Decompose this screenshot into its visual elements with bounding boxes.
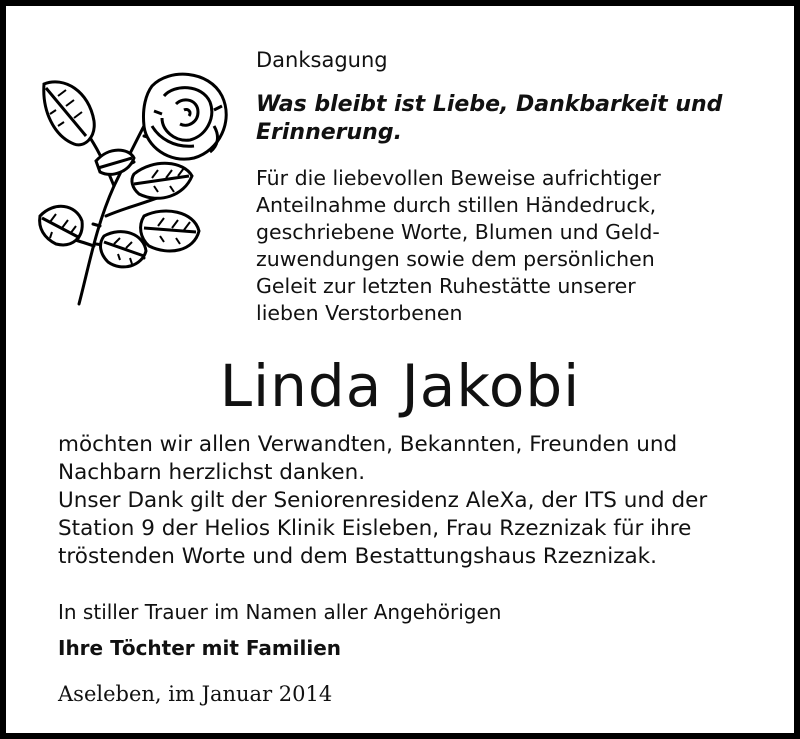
intro-line: zuwendungen sowie dem persönlichen [256,247,655,271]
signature: Ihre Töchter mit Familien [58,636,342,660]
intro-line: Geleit zur letzten Ruhestätte unserer [256,274,636,298]
intro-line: Für die liebevollen Beweise aufrichtiger [256,166,661,190]
body-line: Nachbarn herzlichst danken. [58,460,366,485]
intro-line: Anteilnahme durch stillen Händedruck, [256,193,657,217]
motto-line: Erinnerung. [256,120,402,145]
intro-line: geschriebene Worte, Blumen und Geld- [256,220,660,244]
body-line: Station 9 der Helios Klinik Eisleben, Frau Rzeznizak für ihre [58,516,692,541]
heading: Danksagung [256,48,388,72]
rose-icon [34,66,244,306]
body-line: möchten wir allen Verwandten, Bekannten, Freunden und [58,432,678,457]
body-line: tröstenden Worte und dem Bestattungshaus Rzeznizak. [58,544,657,569]
deceased-name: Linda Jakobi [219,352,581,420]
intro-line: lieben Verstorbenen [256,301,463,325]
body-line: Unser Dank gilt der Seniorenresidenz AleXa, der ITS und der [58,488,708,513]
motto-line: Was bleibt ist Liebe, Dankbarkeit und [256,92,723,117]
mourning-line: In stiller Trauer im Namen aller Angehörigen [58,600,502,624]
place-date: Aseleben, im Januar 2014 [58,682,333,706]
